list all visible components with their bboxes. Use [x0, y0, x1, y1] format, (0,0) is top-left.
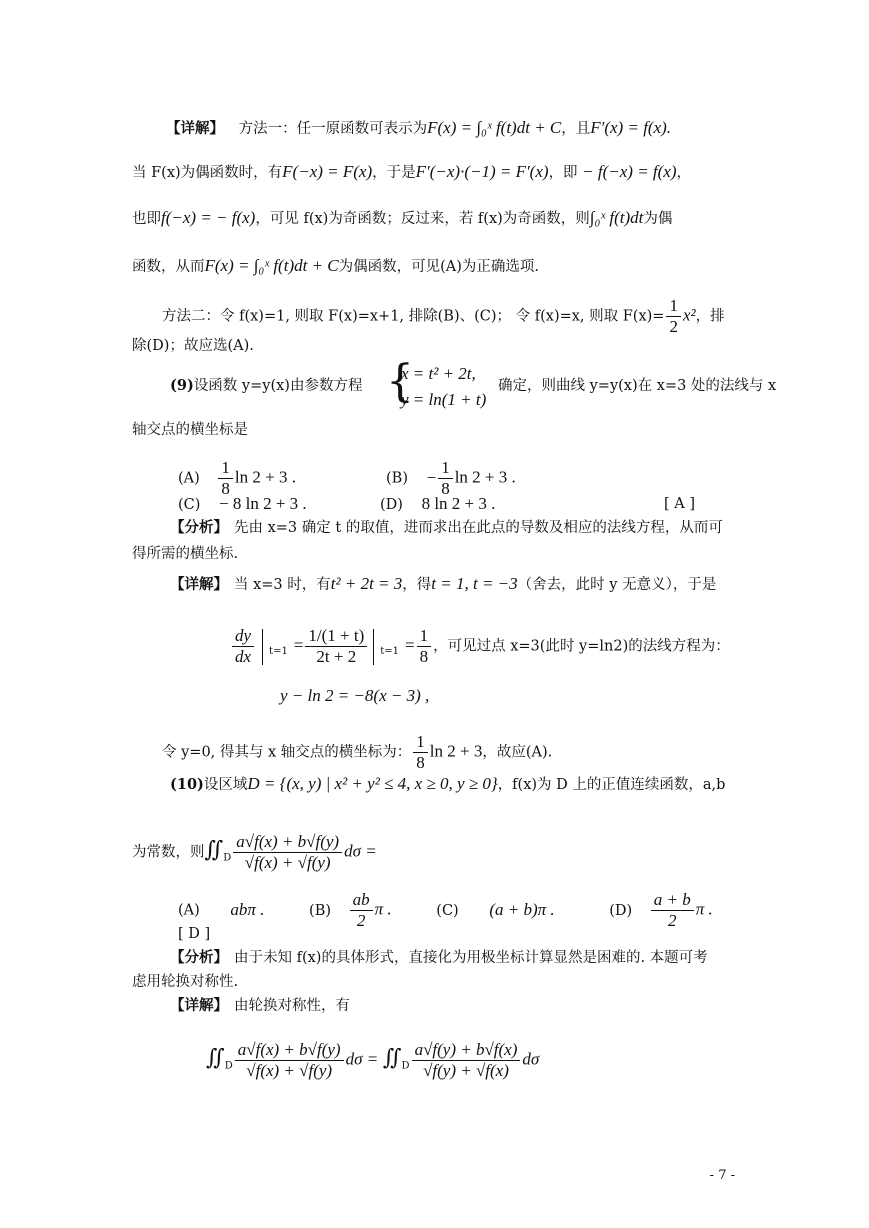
text: 也即: [132, 211, 161, 227]
double-integral-symbol: ∬: [204, 837, 224, 863]
q9-option-c: [178, 494, 307, 515]
p2-line2: [132, 336, 254, 356]
fraction: [666, 296, 681, 337]
option-label: (C): [436, 902, 459, 919]
q10-stem-line1: [170, 774, 725, 795]
option-label: (D): [609, 902, 633, 919]
formula: x²: [682, 305, 696, 325]
formula: y − ln 2 = −8(x − 3) ,: [280, 686, 430, 705]
p1-line2: [132, 162, 691, 183]
numerator: 1: [413, 732, 428, 753]
system-eq-2: y = ln(1 + t): [401, 390, 487, 409]
fraction: [417, 626, 432, 667]
text: 除(D)；故应选(A).: [132, 338, 254, 354]
formula: dσ =: [344, 841, 377, 861]
text: 由轮换对称性，有: [234, 998, 350, 1014]
page-number: - 7 -: [709, 1168, 735, 1183]
q9-conclusion: [162, 732, 552, 773]
detail-tag: 【详解】: [166, 120, 224, 137]
text: ，故应(A).: [482, 744, 553, 761]
q9-option-b: [386, 458, 516, 499]
formula: F(x) = ∫₀ˣ f(t)dt + C: [427, 118, 562, 137]
denominator: 2t + 2: [316, 647, 357, 666]
double-integral-symbol: ∬: [382, 1045, 402, 1071]
evaluation-bar: [262, 629, 263, 665]
formula: ln 2 + 3 .: [454, 467, 516, 487]
q9-stem-line2: [132, 420, 248, 440]
text: 设区域: [203, 777, 248, 793]
text: 轴交点的横坐标是: [132, 422, 248, 438]
formula: (a + b)π .: [489, 899, 555, 919]
q10-stem-line2: [132, 832, 377, 873]
subscript: t=1: [380, 646, 400, 658]
text: 先由 x=3 确定 t 的取值，进而求出在此点的导数及相应的法线方程，从而可: [234, 520, 723, 536]
integral-domain: D: [224, 1060, 233, 1072]
system-eq-1: x = t² + 2t,: [401, 364, 476, 383]
fraction: [350, 890, 373, 931]
option-label: (A): [178, 902, 200, 919]
formula: − 8 ln 2 + 3 .: [219, 494, 307, 513]
numerator: a + b: [651, 890, 694, 911]
text: 为偶函数，可见(A)为正确选项.: [338, 259, 540, 275]
analysis-tag: 【分析】: [170, 519, 228, 536]
q10-analysis-line2: 虑用轮换对称性.: [132, 974, 239, 990]
subscript: t=1: [269, 646, 288, 658]
formula: F(−x) = F(x): [282, 162, 373, 181]
denominator: √f(x) + √f(y): [244, 853, 331, 872]
fraction: [305, 626, 367, 667]
q9-answer: [ A ]: [664, 496, 696, 512]
denominator: 2: [669, 317, 678, 336]
text: 为偶: [643, 211, 673, 227]
text: ，且: [561, 121, 591, 137]
q9-option-d: [380, 494, 495, 515]
text: ，可见过点 x=3(此时 y=ln2)的法线方程为：: [433, 638, 730, 655]
dy-dx: [232, 626, 254, 667]
formula: ln 2 + 3 .: [234, 467, 296, 487]
text: 为常数，则: [132, 844, 205, 861]
text: 令 y=0, 得其与 x 轴交点的横坐标为：: [162, 744, 412, 761]
q9-derivative-display: $\frac{dy}{dx}$ $_{t=1}$ = $\frac{1/(1 + t)}{2t + 2}$ $_{t=1}$ = $\frac{1}{8}$ ，可见过点 x=3(此时 y=ln2)的法线方程为：: [230, 626, 730, 667]
formula: D = {(x, y) | x² + y² ≤ 4, x ≥ 0, y ≥ 0}: [247, 774, 498, 793]
question-number: (10): [170, 776, 204, 793]
denominator: 8: [416, 753, 425, 772]
formula: − f(−x) = f(x): [582, 162, 677, 181]
detail-tag: 【详解】: [170, 576, 228, 593]
denominator: 8: [441, 479, 450, 498]
denominator: 2: [668, 911, 677, 930]
integral-domain: D: [401, 1060, 410, 1072]
formula: f(−x) = − f(x): [161, 208, 256, 227]
formula: dσ: [522, 1049, 540, 1069]
formula: ∫₀ˣ f(t)dt: [589, 208, 644, 227]
text: 当 F(x)为偶函数时，有: [132, 165, 283, 181]
text: （舍去，此时 y 无意义），于是: [517, 577, 717, 593]
denominator: √f(x) + √f(y): [246, 1061, 333, 1080]
denominator: dx: [235, 647, 252, 666]
q9-stem-line1: [170, 376, 362, 396]
fraction: [651, 890, 694, 931]
text: 当 x=3 时，有: [234, 577, 331, 593]
fraction: [233, 832, 342, 873]
option-label: (C): [178, 497, 201, 513]
denominator: 8: [419, 647, 429, 666]
q9-analysis-line2: 得所需的横坐标.: [132, 546, 239, 562]
numerator: 1: [438, 458, 453, 479]
formula: abπ .: [230, 899, 265, 919]
q10-symmetry-equation: [206, 1040, 539, 1081]
text: ，即: [548, 165, 578, 181]
p1-line3: [132, 208, 672, 229]
formula: ln 2 + 3: [429, 741, 483, 761]
sign: −: [426, 467, 437, 487]
integral-domain: D: [223, 852, 232, 864]
formula: π .: [374, 899, 392, 919]
numerator: 1/(1 + t): [305, 626, 367, 647]
analysis-tag: 【分析】: [170, 949, 228, 966]
formula: t = 1, t = −3: [431, 574, 518, 593]
question-number: (9): [170, 377, 194, 394]
fraction: [438, 458, 453, 499]
system-brace: {: [386, 356, 414, 407]
numerator: a√f(x) + b√f(y): [233, 832, 342, 853]
q9-stem-tail: [498, 376, 776, 396]
formula: F′(−x)·(−1) = F′(x): [415, 162, 549, 181]
option-label: (D): [380, 497, 403, 513]
denominator: 8: [221, 479, 230, 498]
double-integral-symbol: ∬: [206, 1045, 225, 1071]
text: 方法二：令 f(x)=1, 则取 F(x)=x+1, 排除(B)、(C)； 令 f(x)=x, 则取 F(x)=: [162, 308, 665, 325]
p2-line1: [162, 296, 725, 337]
q10-analysis-line1: [170, 948, 708, 968]
denominator: 2: [356, 911, 366, 930]
option-label: (B): [309, 902, 332, 919]
formula: π .: [695, 899, 713, 919]
numerator: 1: [666, 296, 681, 317]
numerator: a√f(y) + b√f(x): [412, 1040, 521, 1061]
evaluation-bar: [373, 629, 374, 665]
text: 由于未知 f(x)的具体形式，直接化为用极坐标计算显然是困难的. 本题可考: [234, 950, 708, 966]
fraction: [413, 732, 428, 773]
formula: 8 ln 2 + 3 .: [421, 494, 496, 513]
q9-normal-equation: [280, 686, 429, 707]
formula: dσ =: [345, 1049, 379, 1069]
q10-options: [178, 890, 713, 931]
p1-line1: [166, 118, 671, 139]
numerator: 1: [218, 458, 233, 479]
numerator: ab: [350, 890, 373, 911]
formula: F(x) = ∫₀ˣ f(t)dt + C: [204, 256, 339, 275]
text: ，f(x)为 D 上的正值连续函数，a,b: [497, 777, 726, 793]
fraction: [412, 1040, 521, 1081]
numerator: dy: [232, 626, 254, 647]
q10-answer: [ D ]: [178, 926, 211, 942]
option-label: (A): [178, 470, 200, 487]
q9-option-a: [178, 458, 296, 499]
text: ，排: [695, 308, 725, 325]
q9-analysis-line1: [170, 518, 723, 538]
fraction: [218, 458, 233, 499]
text: ，可见 f(x)为奇函数；反过来，若 f(x)为奇函数，则: [255, 211, 590, 227]
text: 设函数 y=y(x)由参数方程: [193, 378, 363, 394]
text: 函数，从而: [132, 259, 205, 275]
p1-line4: [132, 256, 539, 277]
option-label: (B): [386, 470, 408, 487]
denominator: √f(y) + √f(x): [423, 1061, 509, 1080]
q9-detail-line1: [170, 574, 716, 595]
text: ，得: [402, 577, 432, 593]
numerator: 1: [417, 626, 432, 647]
formula: t² + 2t = 3: [330, 574, 403, 593]
text: 确定，则曲线 y=y(x)在 x=3 处的法线与 x: [498, 378, 777, 394]
detail-tag: 【详解】: [170, 997, 228, 1014]
q10-detail-line1: [170, 996, 350, 1016]
formula: F′(x) = f(x).: [590, 118, 672, 137]
fraction: [235, 1040, 344, 1081]
text: 方法一：任一原函数可表示为: [238, 121, 428, 137]
text: ，于是: [372, 165, 416, 181]
text: ，: [676, 165, 692, 181]
numerator: a√f(x) + b√f(y): [235, 1040, 344, 1061]
